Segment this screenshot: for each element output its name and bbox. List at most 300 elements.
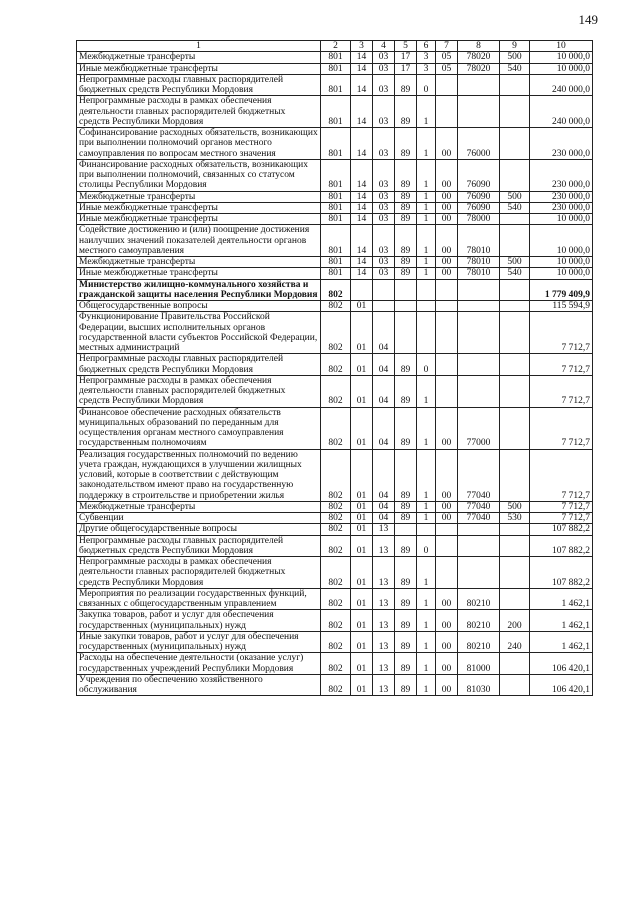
- amount-cell: 10 000,0: [530, 63, 593, 74]
- direction-code-cell: 81000: [458, 653, 500, 675]
- section-code-cell: 01: [351, 354, 373, 376]
- expense-name-cell: Другие общегосударственные вопросы: [77, 524, 321, 535]
- amount-cell: 7 712,7: [530, 407, 593, 449]
- expense-type-code-cell: [500, 535, 530, 557]
- program-code-cell: 89: [395, 202, 417, 213]
- column-header: 2: [321, 41, 351, 52]
- program-code-cell: [395, 279, 417, 301]
- table-row: [77, 674, 593, 696]
- subsection-code-cell: 03: [373, 52, 395, 63]
- program-code-cell: 89: [395, 96, 417, 128]
- amount-cell: 106 420,1: [530, 653, 593, 675]
- table-row: [77, 96, 593, 128]
- subprogram-code-cell: 1: [417, 257, 436, 268]
- expense-type-code-cell: [500, 96, 530, 128]
- subsection-code-cell: 03: [373, 159, 395, 191]
- expense-name-cell: Мероприятия по реализации государственных функций, связанных с общегосударственным управлением: [77, 588, 321, 610]
- ministry-code-cell: 802: [321, 535, 351, 557]
- amount-cell: 7 712,7: [530, 375, 593, 407]
- amount-cell: 1 462,1: [530, 610, 593, 632]
- main-event-code-cell: [436, 354, 458, 376]
- subsection-code-cell: 03: [373, 257, 395, 268]
- section-code-cell: 01: [351, 301, 373, 312]
- expense-name-cell: Непрограммные расходы главных распорядителей бюджетных средств Республики Мордовия: [77, 74, 321, 96]
- subsection-code-cell: [373, 301, 395, 312]
- amount-cell: 10 000,0: [530, 268, 593, 279]
- amount-cell: 240 000,0: [530, 74, 593, 96]
- expense-type-code-cell: 240: [500, 631, 530, 653]
- expense-type-code-cell: [500, 354, 530, 376]
- subsection-code-cell: 13: [373, 653, 395, 675]
- direction-code-cell: [458, 96, 500, 128]
- expense-name-cell: Межбюджетные трансферты: [77, 257, 321, 268]
- subprogram-code-cell: 1: [417, 513, 436, 524]
- ministry-code-cell: 801: [321, 74, 351, 96]
- ministry-code-cell: 802: [321, 407, 351, 449]
- subsection-code-cell: 13: [373, 674, 395, 696]
- budget-table: [76, 40, 593, 696]
- amount-cell: 7 712,7: [530, 449, 593, 501]
- subsection-code-cell: 13: [373, 524, 395, 535]
- page-number: 149: [578, 12, 598, 27]
- section-code-cell: 14: [351, 257, 373, 268]
- expense-name-cell: Иные межбюджетные трансферты: [77, 202, 321, 213]
- main-event-code-cell: 00: [436, 653, 458, 675]
- program-code-cell: 89: [395, 354, 417, 376]
- table-row: [77, 312, 593, 354]
- direction-code-cell: 76090: [458, 159, 500, 191]
- subsection-code-cell: 13: [373, 535, 395, 557]
- ministry-code-cell: 801: [321, 63, 351, 74]
- ministry-code-cell: 801: [321, 268, 351, 279]
- expense-name-cell: Непрограммные расходы в рамках обеспечения деятельности главных распорядителей бюджетных средств Республики Мордовия: [77, 375, 321, 407]
- direction-code-cell: 78010: [458, 225, 500, 257]
- direction-code-cell: 78010: [458, 268, 500, 279]
- program-code-cell: 89: [395, 159, 417, 191]
- amount-cell: 1 779 409,9: [530, 279, 593, 301]
- main-event-code-cell: [436, 557, 458, 589]
- direction-code-cell: 77040: [458, 449, 500, 501]
- program-code-cell: 89: [395, 513, 417, 524]
- program-code-cell: 17: [395, 52, 417, 63]
- expense-name-cell: Учреждения по обеспечению хозяйственного обслуживания: [77, 674, 321, 696]
- column-header: 7: [436, 41, 458, 52]
- column-header: 3: [351, 41, 373, 52]
- expense-name-cell: Межбюджетные трансферты: [77, 191, 321, 202]
- expense-name-cell: Межбюджетные трансферты: [77, 501, 321, 512]
- expense-name-cell: Непрограммные расходы в рамках обеспечения деятельности главных распорядителей бюджетных средств Республики Мордовия: [77, 96, 321, 128]
- ministry-code-cell: 801: [321, 257, 351, 268]
- section-code-cell: 01: [351, 375, 373, 407]
- amount-cell: 1 462,1: [530, 588, 593, 610]
- amount-cell: 10 000,0: [530, 257, 593, 268]
- table-row: [77, 524, 593, 535]
- section-code-cell: 14: [351, 52, 373, 63]
- main-event-code-cell: 05: [436, 52, 458, 63]
- subprogram-code-cell: 0: [417, 535, 436, 557]
- table-row: [77, 74, 593, 96]
- amount-cell: 10 000,0: [530, 225, 593, 257]
- program-code-cell: 89: [395, 214, 417, 225]
- column-header: 4: [373, 41, 395, 52]
- column-header: 5: [395, 41, 417, 52]
- direction-code-cell: 76090: [458, 202, 500, 213]
- amount-cell: 230 000,0: [530, 202, 593, 213]
- section-code-cell: 01: [351, 557, 373, 589]
- expense-type-code-cell: 500: [500, 501, 530, 512]
- program-code-cell: 89: [395, 588, 417, 610]
- subprogram-code-cell: 1: [417, 501, 436, 512]
- expense-name-cell: Непрограммные расходы главных распорядителей бюджетных средств Республики Мордовия: [77, 354, 321, 376]
- subprogram-code-cell: [417, 312, 436, 354]
- table-row: [77, 588, 593, 610]
- direction-code-cell: 81030: [458, 674, 500, 696]
- column-header: 1: [77, 41, 321, 52]
- program-code-cell: 89: [395, 557, 417, 589]
- subsection-code-cell: 03: [373, 191, 395, 202]
- table-row: [77, 449, 593, 501]
- program-code-cell: [395, 524, 417, 535]
- section-code-cell: 01: [351, 674, 373, 696]
- main-event-code-cell: [436, 96, 458, 128]
- expense-name-cell: Министерство жилищно-коммунального хозяйства и гражданской защиты населения Республики Мордовия: [77, 279, 321, 301]
- section-code-cell: 14: [351, 74, 373, 96]
- program-code-cell: 89: [395, 375, 417, 407]
- main-event-code-cell: [436, 312, 458, 354]
- section-code-cell: 01: [351, 407, 373, 449]
- amount-cell: 7 712,7: [530, 513, 593, 524]
- main-event-code-cell: 00: [436, 214, 458, 225]
- subprogram-code-cell: 1: [417, 214, 436, 225]
- table-row: [77, 128, 593, 160]
- expense-name-cell: Иные закупки товаров, работ и услуг для обеспечения государственных (муниципальных) нужд: [77, 631, 321, 653]
- ministry-code-cell: 802: [321, 513, 351, 524]
- section-code-cell: 14: [351, 214, 373, 225]
- subsection-code-cell: 04: [373, 375, 395, 407]
- main-event-code-cell: 00: [436, 191, 458, 202]
- direction-code-cell: 80210: [458, 610, 500, 632]
- table-row: [77, 610, 593, 632]
- subprogram-code-cell: 0: [417, 74, 436, 96]
- expense-name-cell: Иные межбюджетные трансферты: [77, 63, 321, 74]
- main-event-code-cell: 00: [436, 610, 458, 632]
- amount-cell: 107 882,2: [530, 524, 593, 535]
- direction-code-cell: 78020: [458, 52, 500, 63]
- table-row: [77, 257, 593, 268]
- subprogram-code-cell: 1: [417, 225, 436, 257]
- main-event-code-cell: 00: [436, 225, 458, 257]
- subprogram-code-cell: 3: [417, 52, 436, 63]
- expense-type-code-cell: [500, 159, 530, 191]
- expense-name-cell: Финансовое обеспечение расходных обязательств муниципальных образований по переданным для осуществления органам местного самоуправления государственным полномочиям: [77, 407, 321, 449]
- direction-code-cell: 78020: [458, 63, 500, 74]
- table-row: [77, 631, 593, 653]
- direction-code-cell: 80210: [458, 631, 500, 653]
- section-code-cell: 14: [351, 191, 373, 202]
- section-code-cell: [351, 279, 373, 301]
- direction-code-cell: [458, 375, 500, 407]
- amount-cell: 10 000,0: [530, 52, 593, 63]
- subprogram-code-cell: 1: [417, 653, 436, 675]
- program-code-cell: 89: [395, 610, 417, 632]
- subsection-code-cell: 03: [373, 96, 395, 128]
- expense-name-cell: Субвенции: [77, 513, 321, 524]
- section-code-cell: 01: [351, 501, 373, 512]
- subprogram-code-cell: 1: [417, 674, 436, 696]
- section-code-cell: 01: [351, 653, 373, 675]
- expense-type-code-cell: 500: [500, 191, 530, 202]
- program-code-cell: 89: [395, 631, 417, 653]
- direction-code-cell: [458, 301, 500, 312]
- expense-name-cell: Иные межбюджетные трансферты: [77, 214, 321, 225]
- main-event-code-cell: 00: [436, 128, 458, 160]
- main-event-code-cell: 00: [436, 501, 458, 512]
- ministry-code-cell: 801: [321, 202, 351, 213]
- ministry-code-cell: 802: [321, 653, 351, 675]
- ministry-code-cell: 802: [321, 354, 351, 376]
- program-code-cell: 89: [395, 674, 417, 696]
- amount-cell: 10 000,0: [530, 214, 593, 225]
- section-code-cell: 14: [351, 63, 373, 74]
- subsection-code-cell: 03: [373, 225, 395, 257]
- program-code-cell: 89: [395, 653, 417, 675]
- program-code-cell: 89: [395, 268, 417, 279]
- column-header: 8: [458, 41, 500, 52]
- program-code-cell: 89: [395, 191, 417, 202]
- section-code-cell: 14: [351, 202, 373, 213]
- table-row: [77, 214, 593, 225]
- column-header: 9: [500, 41, 530, 52]
- subprogram-code-cell: [417, 301, 436, 312]
- direction-code-cell: [458, 524, 500, 535]
- subsection-code-cell: 03: [373, 74, 395, 96]
- expense-type-code-cell: [500, 279, 530, 301]
- ministry-code-cell: 802: [321, 557, 351, 589]
- program-code-cell: 89: [395, 225, 417, 257]
- main-event-code-cell: 00: [436, 513, 458, 524]
- expense-type-code-cell: [500, 524, 530, 535]
- subprogram-code-cell: 1: [417, 449, 436, 501]
- main-event-code-cell: 00: [436, 407, 458, 449]
- subsection-code-cell: 13: [373, 610, 395, 632]
- program-code-cell: 89: [395, 449, 417, 501]
- section-code-cell: 01: [351, 513, 373, 524]
- program-code-cell: [395, 312, 417, 354]
- table-row: [77, 513, 593, 524]
- main-event-code-cell: 00: [436, 631, 458, 653]
- program-code-cell: 89: [395, 128, 417, 160]
- expense-name-cell: Непрограммные расходы в рамках обеспечения деятельности главных распорядителей бюджетных средств Республики Мордовия: [77, 557, 321, 589]
- expense-type-code-cell: [500, 653, 530, 675]
- table-row: [77, 407, 593, 449]
- subprogram-code-cell: 1: [417, 202, 436, 213]
- expense-name-cell: Расходы на обеспечение деятельности (оказание услуг) государственных учреждений Республики Мордовия: [77, 653, 321, 675]
- expense-type-code-cell: [500, 449, 530, 501]
- table-row: [77, 279, 593, 301]
- subsection-code-cell: 13: [373, 631, 395, 653]
- subprogram-code-cell: 3: [417, 63, 436, 74]
- table-row: [77, 268, 593, 279]
- subsection-code-cell: [373, 279, 395, 301]
- expense-type-code-cell: [500, 674, 530, 696]
- main-event-code-cell: [436, 74, 458, 96]
- main-event-code-cell: 00: [436, 159, 458, 191]
- direction-code-cell: [458, 557, 500, 589]
- amount-cell: 107 882,2: [530, 535, 593, 557]
- subprogram-code-cell: 1: [417, 588, 436, 610]
- ministry-code-cell: 801: [321, 159, 351, 191]
- expense-type-code-cell: [500, 407, 530, 449]
- program-code-cell: [395, 301, 417, 312]
- expense-name-cell: Закупка товаров, работ и услуг для обеспечения государственных (муниципальных) нужд: [77, 610, 321, 632]
- expense-type-code-cell: 540: [500, 268, 530, 279]
- section-code-cell: 01: [351, 524, 373, 535]
- subsection-code-cell: 13: [373, 588, 395, 610]
- section-code-cell: 14: [351, 225, 373, 257]
- subprogram-code-cell: 1: [417, 96, 436, 128]
- ministry-code-cell: 802: [321, 631, 351, 653]
- expense-name-cell: Межбюджетные трансферты: [77, 52, 321, 63]
- table-row: [77, 653, 593, 675]
- expense-type-code-cell: 540: [500, 202, 530, 213]
- direction-code-cell: 76090: [458, 191, 500, 202]
- main-event-code-cell: 00: [436, 257, 458, 268]
- expense-name-cell: Софинансирование расходных обязательств, возникающих при выполнении полномочий органов местного самоуправления по вопросам местного значения: [77, 128, 321, 160]
- expense-name-cell: Финансирование расходных обязательств, возникающих при выполнении полномочий, связанных со статусом столицы Республики Мордовия: [77, 159, 321, 191]
- subprogram-code-cell: 1: [417, 128, 436, 160]
- expense-type-code-cell: [500, 74, 530, 96]
- ministry-code-cell: 802: [321, 524, 351, 535]
- table-row: [77, 191, 593, 202]
- subprogram-code-cell: 1: [417, 191, 436, 202]
- amount-cell: 1 462,1: [530, 631, 593, 653]
- ministry-code-cell: 801: [321, 128, 351, 160]
- table-row: [77, 202, 593, 213]
- main-event-code-cell: 00: [436, 268, 458, 279]
- main-event-code-cell: 05: [436, 63, 458, 74]
- subprogram-code-cell: 1: [417, 610, 436, 632]
- amount-cell: 107 882,2: [530, 557, 593, 589]
- ministry-code-cell: 802: [321, 674, 351, 696]
- amount-cell: 7 712,7: [530, 354, 593, 376]
- amount-cell: 230 000,0: [530, 128, 593, 160]
- subsection-code-cell: 03: [373, 202, 395, 213]
- program-code-cell: 17: [395, 63, 417, 74]
- column-header: 6: [417, 41, 436, 52]
- column-number-row: [77, 41, 593, 52]
- table-body: [77, 52, 593, 696]
- section-code-cell: 01: [351, 610, 373, 632]
- direction-code-cell: 77040: [458, 513, 500, 524]
- ministry-code-cell: 802: [321, 279, 351, 301]
- direction-code-cell: [458, 279, 500, 301]
- main-event-code-cell: 00: [436, 588, 458, 610]
- table-row: [77, 535, 593, 557]
- direction-code-cell: 77000: [458, 407, 500, 449]
- subsection-code-cell: 13: [373, 557, 395, 589]
- expense-type-code-cell: [500, 312, 530, 354]
- expense-type-code-cell: [500, 588, 530, 610]
- table-row: [77, 63, 593, 74]
- direction-code-cell: [458, 312, 500, 354]
- section-code-cell: 01: [351, 535, 373, 557]
- expense-type-code-cell: [500, 375, 530, 407]
- direction-code-cell: 80210: [458, 588, 500, 610]
- subsection-code-cell: 04: [373, 449, 395, 501]
- expense-name-cell: Функционирование Правительства Российской Федерации, высших исполнительных органов государственной власти субъектов Российской Федерации, местных администраций: [77, 312, 321, 354]
- main-event-code-cell: 00: [436, 674, 458, 696]
- main-event-code-cell: 00: [436, 202, 458, 213]
- expense-name-cell: Общегосударственные вопросы: [77, 301, 321, 312]
- subprogram-code-cell: 1: [417, 159, 436, 191]
- program-code-cell: 89: [395, 74, 417, 96]
- expense-type-code-cell: [500, 128, 530, 160]
- direction-code-cell: 78000: [458, 214, 500, 225]
- subprogram-code-cell: 1: [417, 557, 436, 589]
- subprogram-code-cell: [417, 524, 436, 535]
- section-code-cell: 01: [351, 449, 373, 501]
- section-code-cell: 01: [351, 631, 373, 653]
- table-row: [77, 375, 593, 407]
- expense-type-code-cell: 500: [500, 257, 530, 268]
- subprogram-code-cell: 1: [417, 407, 436, 449]
- subprogram-code-cell: 1: [417, 375, 436, 407]
- expense-type-code-cell: 200: [500, 610, 530, 632]
- subsection-code-cell: 04: [373, 513, 395, 524]
- subprogram-code-cell: 1: [417, 268, 436, 279]
- table-row: [77, 354, 593, 376]
- program-code-cell: 89: [395, 407, 417, 449]
- amount-cell: 7 712,7: [530, 312, 593, 354]
- direction-code-cell: [458, 354, 500, 376]
- ministry-code-cell: 801: [321, 214, 351, 225]
- expense-type-code-cell: [500, 225, 530, 257]
- main-event-code-cell: [436, 375, 458, 407]
- direction-code-cell: 78010: [458, 257, 500, 268]
- main-event-code-cell: [436, 301, 458, 312]
- subprogram-code-cell: [417, 279, 436, 301]
- ministry-code-cell: 802: [321, 501, 351, 512]
- amount-cell: 115 594,9: [530, 301, 593, 312]
- ministry-code-cell: 802: [321, 610, 351, 632]
- section-code-cell: 14: [351, 159, 373, 191]
- expense-name-cell: Иные межбюджетные трансферты: [77, 268, 321, 279]
- ministry-code-cell: 802: [321, 449, 351, 501]
- expense-name-cell: Непрограммные расходы главных распорядителей бюджетных средств Республики Мордовия: [77, 535, 321, 557]
- subsection-code-cell: 04: [373, 407, 395, 449]
- expense-type-code-cell: [500, 301, 530, 312]
- table-row: [77, 301, 593, 312]
- amount-cell: 7 712,7: [530, 501, 593, 512]
- direction-code-cell: 76000: [458, 128, 500, 160]
- ministry-code-cell: 801: [321, 191, 351, 202]
- amount-cell: 240 000,0: [530, 96, 593, 128]
- ministry-code-cell: 801: [321, 225, 351, 257]
- subsection-code-cell: 03: [373, 214, 395, 225]
- main-event-code-cell: [436, 524, 458, 535]
- table-row: [77, 225, 593, 257]
- direction-code-cell: [458, 535, 500, 557]
- subsection-code-cell: 03: [373, 128, 395, 160]
- table-row: [77, 52, 593, 63]
- table-row: [77, 501, 593, 512]
- amount-cell: 106 420,1: [530, 674, 593, 696]
- column-header: 10: [530, 41, 593, 52]
- table-row: [77, 557, 593, 589]
- expense-type-code-cell: 530: [500, 513, 530, 524]
- subsection-code-cell: 03: [373, 268, 395, 279]
- program-code-cell: 89: [395, 257, 417, 268]
